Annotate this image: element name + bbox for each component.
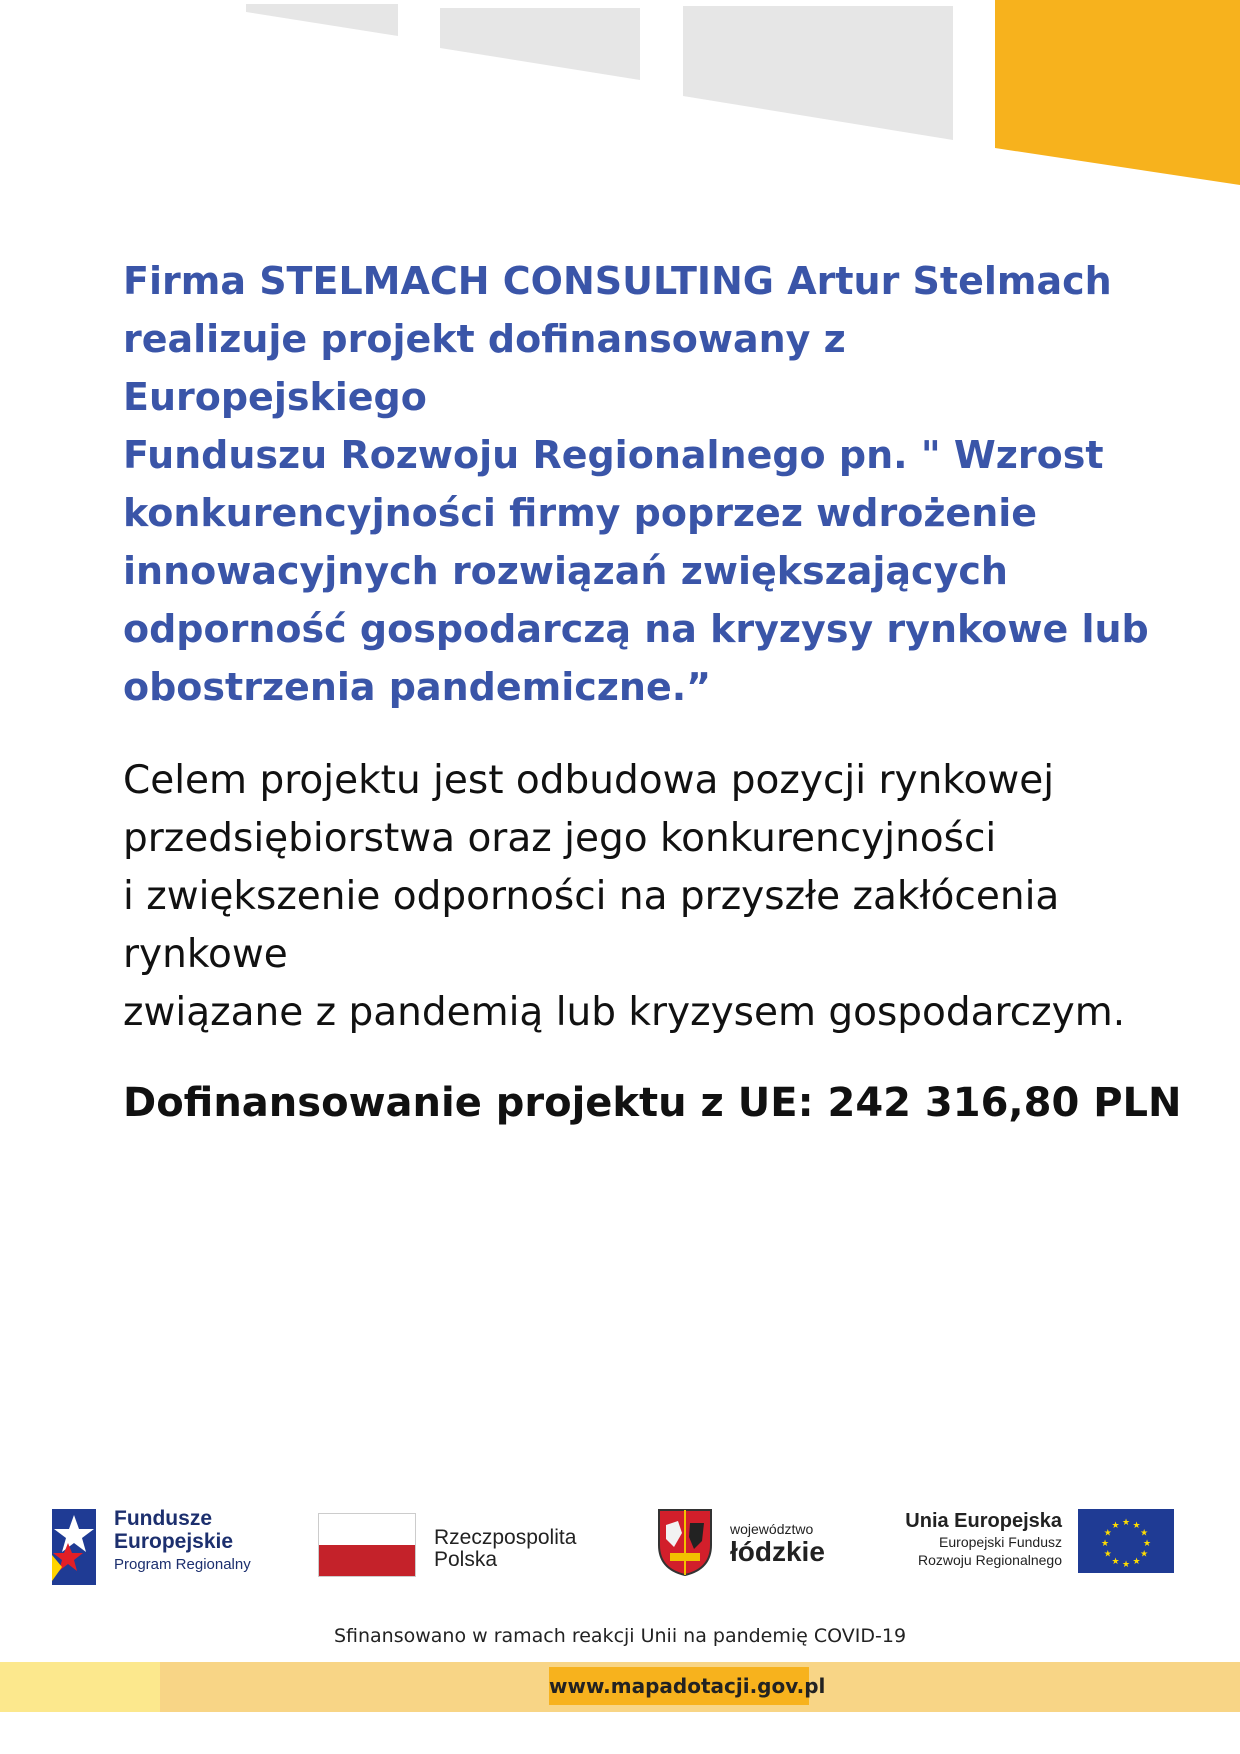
fe-line2: Europejskie bbox=[114, 1530, 234, 1553]
rp-line2: Polska bbox=[434, 1548, 498, 1571]
project-goal-paragraph bbox=[123, 752, 1183, 1042]
grey-stripe-2 bbox=[440, 8, 640, 80]
project-headline bbox=[123, 252, 1153, 716]
body-line: Celem projektu jest odbudowa pozycji rynkowej bbox=[123, 758, 1055, 803]
funding-amount: Dofinansowanie projektu z UE: 242 316,80 PLN bbox=[123, 1080, 1182, 1126]
lodz-line2: łódzkie bbox=[730, 1536, 825, 1567]
grey-stripe-1 bbox=[246, 4, 398, 36]
ue-line1: Unia Europejska bbox=[905, 1510, 1062, 1532]
svg-text:★: ★ bbox=[1111, 1520, 1120, 1531]
svg-text:★: ★ bbox=[1121, 1560, 1131, 1570]
ue-line3: Rozwoju Regionalnego bbox=[918, 1552, 1062, 1568]
headline-line: konkurencyjności firmy poprzez wdrożenie bbox=[123, 491, 1038, 535]
footer-band-left bbox=[0, 1662, 160, 1712]
logo-strip bbox=[0, 1495, 1240, 1615]
headline-line: obostrzenia pandemiczne.” bbox=[123, 665, 712, 709]
headline-line: odporność gospodarczą na kryzysy rynkowe lub bbox=[123, 607, 1149, 651]
website-link[interactable]: www.mapadotacji.gov.pl bbox=[549, 1667, 809, 1705]
grey-stripe-3 bbox=[683, 6, 953, 140]
body-line: przedsiębiorstwa oraz jego konkurencyjności bbox=[123, 816, 997, 861]
fe-line1: Fundusze bbox=[114, 1507, 212, 1530]
svg-text:★: ★ bbox=[1142, 1539, 1152, 1549]
lodz-line1: województwo bbox=[730, 1521, 814, 1537]
svg-text:★: ★ bbox=[1111, 1557, 1120, 1568]
ue-line2: Europejski Fundusz bbox=[939, 1534, 1062, 1550]
lodzkie-coat-of-arms-icon bbox=[656, 1507, 714, 1577]
header-decoration bbox=[0, 0, 1240, 200]
covid-caption: Sfinansowano w ramach reakcji Unii na pandemię COVID-19 bbox=[333, 1625, 907, 1647]
poland-flag-icon bbox=[318, 1513, 416, 1577]
rp-line1: Rzeczpospolita bbox=[434, 1526, 577, 1549]
svg-text:★: ★ bbox=[1132, 1557, 1141, 1568]
unia-europejska-logo bbox=[890, 1509, 1180, 1584]
body-line: związane z pandemią lub kryzysem gospodarczym. bbox=[123, 990, 1126, 1035]
svg-text:★: ★ bbox=[1140, 1549, 1149, 1560]
fe-star-icon bbox=[48, 1503, 104, 1587]
eu-flag-icon bbox=[1078, 1509, 1174, 1573]
headline-line: Funduszu Rozwoju Regionalnego pn. " Wzrost bbox=[123, 433, 1104, 477]
fundusze-europejskie-logo bbox=[48, 1503, 268, 1588]
svg-text:★: ★ bbox=[1132, 1520, 1141, 1531]
headline-line: realizuje projekt dofinansowany z Europejskiego bbox=[123, 317, 846, 419]
orange-stripe bbox=[995, 0, 1240, 185]
svg-text:★: ★ bbox=[1140, 1528, 1149, 1539]
svg-text:★: ★ bbox=[1103, 1549, 1112, 1560]
headline-line: innowacyjnych rozwiązań zwiększających bbox=[123, 549, 1008, 593]
svg-text:★: ★ bbox=[1103, 1528, 1112, 1539]
rzeczpospolita-polska-logo bbox=[318, 1513, 608, 1583]
svg-text:★: ★ bbox=[1100, 1539, 1110, 1549]
wojewodztwo-lodzkie-logo bbox=[656, 1507, 846, 1582]
body-line: i zwiększenie odporności na przyszłe zakłócenia rynkowe bbox=[123, 874, 1060, 977]
svg-text:★: ★ bbox=[1121, 1518, 1131, 1528]
headline-line: Firma STELMACH CONSULTING Artur Stelmach bbox=[123, 259, 1112, 303]
fe-line3: Program Regionalny bbox=[114, 1556, 251, 1573]
